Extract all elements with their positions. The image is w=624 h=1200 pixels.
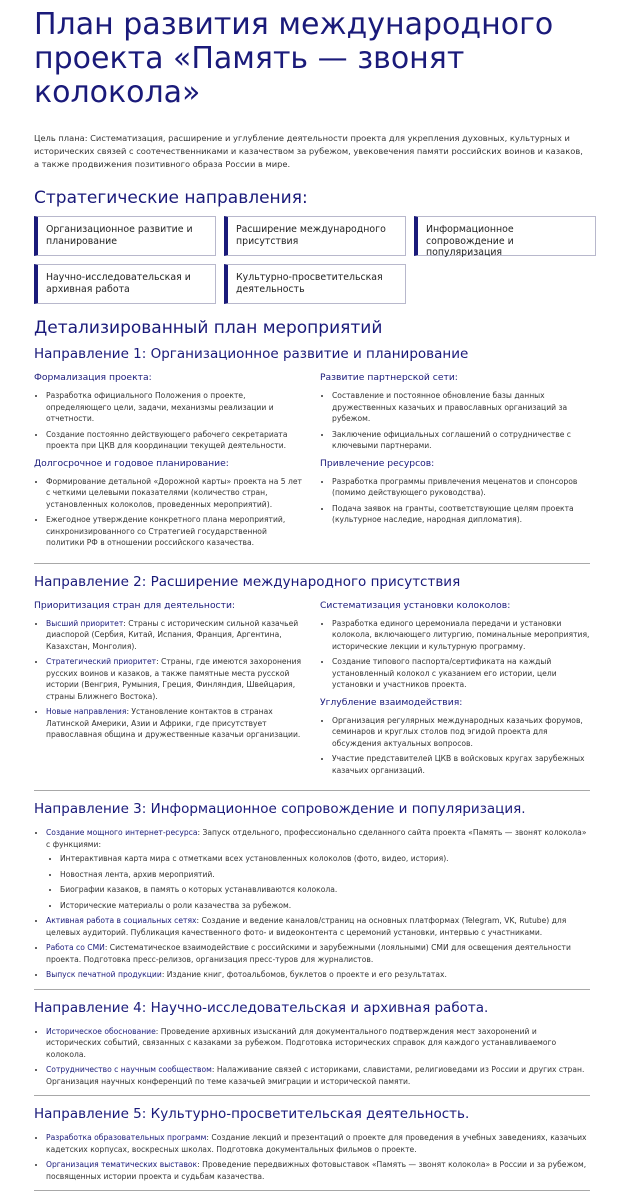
list-item [46, 942, 590, 965]
direction-1-right [320, 372, 590, 555]
list-item [46, 827, 590, 911]
item-label: Новые направления [46, 707, 127, 716]
item-label: Работа со СМИ [46, 943, 105, 952]
list-item [46, 656, 304, 702]
direction-2-title: Направление 2: Расширение международного присутствия [34, 573, 461, 590]
item-text: : Создание и ведение каналов/страниц на основных платформах (Telegram, VK, Rutube) для целевых аудиторий. Публикация качественного фото- и видеоконтента с церемоний установки, интервью с участниками. [46, 916, 567, 937]
list-item: • Создание типового паспорта/сертификата на каждый установленный колокол с указанием его истории, цели установки и участников проекта. [332, 656, 590, 691]
list-item: • Формирование детальной «Дорожной карты» проекта на 5 лет с четкими целевыми показателями (количество стран, установленных колоколов, проведенных мероприятий). [46, 476, 304, 511]
list-item [46, 1132, 590, 1155]
subsection-heading: Приоритизация стран для деятельности: [34, 599, 236, 611]
sub-list-item: • Интерактивная карта мира с отметками всех установленных колоколов (фото, видео, история). [60, 853, 590, 865]
list-item: • Подача заявок на гранты, соответствующие целям проекта (культурное наследие, народная дипломатия). [332, 503, 590, 526]
item-text: : Проведение архивных изысканий для документального подтверждения мест захоронений и исторических событий, связанных с казаками за рубежом. Подготовка исторических справок для каждого устанавливаемого колокола. [46, 1026, 557, 1059]
strategic-cards [34, 216, 590, 304]
subsection-heading: Привлечение ресурсов: [320, 457, 435, 469]
item-text: : Налаживание связей с историками, славистами, религиоведами из России и других стран. Организация научных конференций по теме казачьей эмиграции и исторической памяти. [46, 1065, 585, 1086]
item-label: Активная работа в социальных сетях [46, 916, 197, 925]
list-item [46, 1064, 590, 1087]
list-item [46, 1159, 590, 1182]
list-item: • Разработка единого церемониала передачи и установки колокола, включающего литургию, поминальные мероприятия, исторические лекции и культурную программу. [332, 618, 590, 653]
page-title: План развития международного проекта «Память — звонят колокола» [34, 7, 554, 110]
item-text: : Создание лекций и презентаций о проекте для проведения в учебных заведениях, казачьих кадетских корпусах, воскресных школах. Подготовка документальных фильмов о проекте. [46, 1133, 587, 1154]
item-text: : Систематическое взаимодействие с российскими и зарубежными (лояльными) СМИ для освещения деятельности проекта. Подготовка пресс-релизов, организация пресс-туров для журналистов. [46, 943, 571, 964]
list-item: • Разработка программы привлечения меценатов и спонсоров (помимо действующего руководства). [332, 476, 590, 499]
item-label: Разработка образовательных программ [46, 1133, 207, 1142]
section-divider [34, 790, 590, 791]
subsection-heading: Углубление взаимодействия: [320, 696, 463, 708]
sub-list-item: • Исторические материалы о роли казачества за рубежом. [60, 900, 590, 912]
item-label: Сотрудничество с научным сообществом [46, 1065, 212, 1074]
strategic-heading: Стратегические направления: [34, 188, 308, 208]
section-divider [34, 989, 590, 990]
direction-4-section [34, 1000, 590, 1088]
sub-list-item: • Биографии казаков, в память о которых устанавливаются колокола. [60, 884, 590, 896]
strategic-card: Научно-исследовательская и архивная работа [34, 264, 216, 304]
subsection-heading: Долгосрочное и годовое планирование: [34, 457, 229, 469]
strategic-card: Культурно-просветительская деятельность [224, 264, 406, 304]
list-item: • Ежегодное утверждение конкретного плана мероприятий, синхронизированного со Стратегией государственной политики РФ в отношении российского казачества. [46, 514, 304, 549]
item-label: Историческое обоснование [46, 1026, 156, 1036]
direction-5-section [34, 1106, 590, 1182]
detailed-heading: Детализированный план мероприятий [34, 318, 383, 338]
direction-3-section [34, 801, 590, 981]
list-item [46, 915, 590, 938]
list-item [46, 706, 304, 741]
item-text: : Установление контактов в странах Латинской Америки, Азии и Африки, где присутствует православная община и дружественные казачьи организации. [46, 707, 301, 739]
list-item: • Разработка официального Положения о проекте, определяющего цели, задачи, механизмы реализации и отчетности. [46, 390, 304, 425]
item-label: Организация тематических выставок [46, 1160, 198, 1169]
direction-5-title: Направление 5: Культурно-просветительская деятельность. [34, 1106, 470, 1122]
list-item [46, 618, 304, 653]
item-text: : Издание книг, фотоальбомов, буклетов о проекте и его результатах. [161, 970, 447, 979]
plan-goal: Цель плана: Систематизация, расширение и углубление деятельности проекта для укрепления духовных, культурных и исторических связей с соотечественниками и казачеством за рубежом, увековечения памяти российских воинов и казаков, а также продвижения позитивного образа России в мире. [34, 133, 583, 169]
item-text: : Проведение передвижных фотовыставок «Память — звонят колокола» в России и за рубежом, посвященных истории проекта и судьбам казачества. [46, 1160, 587, 1181]
section-divider [34, 1095, 590, 1096]
strategic-card: Информационное сопровождение и популяризация [414, 216, 596, 256]
item-label: Выпуск печатной продукции [46, 970, 162, 979]
direction-2-left [34, 600, 304, 783]
item-text: : Страны с историческим сильной казачьей диаспорой (Сербия, Китай, Испания, Франция, Аргентина, Казахстан, Монголия). [46, 618, 299, 651]
sub-list-item: • Новостная лента, архив мероприятий. [60, 869, 590, 881]
subsection-heading: Систематизация установки колоколов: [320, 599, 511, 611]
item-label: Стратегический приоритет [46, 657, 157, 666]
item-text: : Страны, где имеются захоронения русских воинов и казаков, а также памятные места русской истории (Венгрия, Румыния, Греция, Финляндия, Швейцария, страны Ближнего Востока). [46, 657, 302, 701]
direction-2-right [320, 600, 590, 783]
subsection-heading: Формализация проекта: [34, 372, 152, 383]
list-item: • Составление и постоянное обновление базы данных дружественных казачьих и православных организаций за рубежом. [332, 390, 590, 425]
direction-1-title: Направление 1: Организационное развитие и планирование [34, 346, 469, 362]
direction-1-left [34, 372, 304, 555]
section-divider [34, 1190, 590, 1191]
list-item: • Организация регулярных международных казачьих форумов, семинаров и круглых столов под эгидой проекта для обсуждения актуальных вопросов. [332, 715, 590, 750]
direction-4-title: Направление 4: Научно-исследовательская и архивная работа. [34, 999, 489, 1016]
item-text: : Запуск отдельного, профессионально сделанного сайта проекта «Память — звонят колокола» с функциями: [46, 828, 587, 849]
item-label: Высший приоритет [46, 618, 124, 628]
subsection-heading: Развитие партнерской сети: [320, 372, 458, 383]
list-item [46, 969, 590, 981]
strategic-card: Расширение международного присутствия [224, 216, 406, 256]
direction-3-title: Направление 3: Информационное сопровождение и популяризация. [34, 801, 526, 817]
list-item [46, 1026, 590, 1061]
direction-2-section [34, 574, 590, 783]
list-item: • Заключение официальных соглашений о сотрудничестве с ключевыми партнерами. [332, 429, 590, 452]
section-divider [34, 563, 590, 564]
strategic-card: Организационное развитие и планирование [34, 216, 216, 256]
direction-1-section [34, 346, 590, 555]
list-item: • Участие представителей ЦКВ в войсковых кругах зарубежных казачьих организаций. [332, 753, 590, 776]
item-label: Создание мощного интернет-ресурса [46, 828, 198, 837]
list-item: • Создание постоянно действующего рабочего секретариата проекта при ЦКВ для координации текущей деятельности. [46, 429, 304, 452]
